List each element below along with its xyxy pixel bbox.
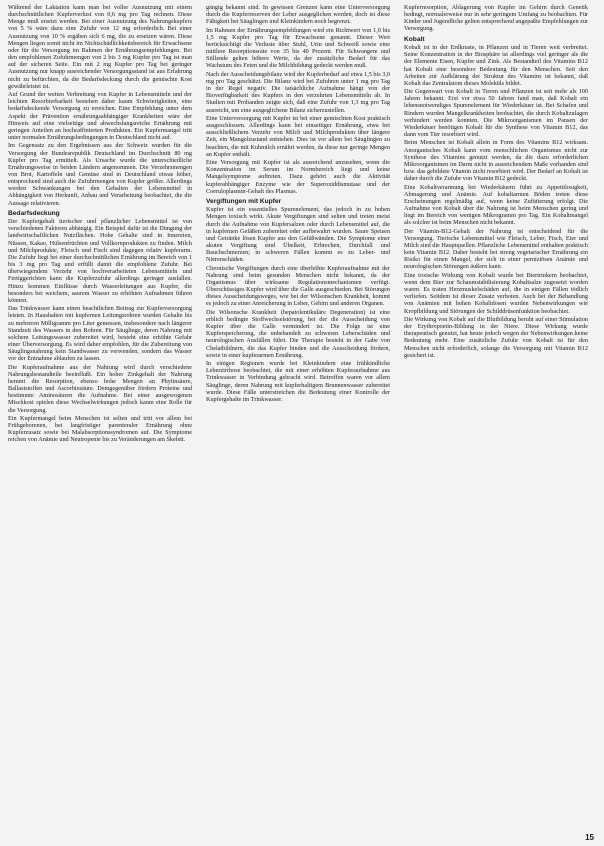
- section-heading: Kobalt: [404, 35, 425, 43]
- paragraph: Ein Kupfermangel beim Menschen ist selten und tritt vor allem bei Frühgeborenen, bei langfristiger parenteraler Ernährung ohne Kupferzusatz sowie bei Malabsorptionssyndromen auf. Die Symptome reichen von Anämie und Neutropenie bis zu Veränderungen am Skelett.: [8, 414, 192, 444]
- paragraph: Eine toxische Wirkung von Kobalt wurde bei Biertrinkern beobachtet, wenn dem Bier zur Schaumstabilisierung Kobaltsalze zugesetzt worden waren. Es traten Herzmuskelschäden auf, die in einigen Fällen tödlich verliefen. Seitdem ist dieser Zusatz verboten. Auch bei der Behandlung von Anämien mit hohen Kobaltdosen wurden Nebenwirkungen wie Kropfbildung und Störungen der Schilddrüsenfunktion beobachtet.: [404, 271, 588, 315]
- paragraph: Die Gegenwart von Kobalt in Tieren und Pflanzen ist seit mehr als 100 Jahren bekannt. Erst vor etwa 50 Jahren fand man, daß Kobalt ein lebensnotwendiges Spurenelement für Wiederkäuer ist. Bei Schafen und Rindern wurden Mangelkrankheiten beobachtet, die durch Kobaltzulagen verhindert werden konnten. Die Mikroorganismen im Pansen der Wiederkäuer benötigen Kobalt für die Synthese von Vitamin B12, das dann vom Tier resorbiert wird.: [404, 88, 588, 139]
- paragraph: Das Trinkwasser kann einen beachtlichen Beitrag zur Kupferversorgung leisten. In Haushalten mit kupfernen Leitungsrohren wurden Gehalte bis zu mehreren Milligramm pro Liter gemessen, insbesondere nach längerer Standzeit des Wassers in den Rohren. Für Säuglinge, deren Nahrung mit solchem Leitungswasser zubereitet wird, besteht eine erhöhte Gefahr einer Überversorgung. Es wird daher empfohlen, für die Zubereitung von Säuglingsnahrung kein Standwasser zu verwenden, sondern das Wasser vor der Entnahme ablaufen zu lassen.: [8, 305, 192, 363]
- paragraph: Die Wilsonsche Krankheit (hepatolentikuläre Degeneration) ist eine erblich bedingte Stoffwechselstörung, bei der die Ausscheidung von Kupfer über die Galle vermindert ist. Die Folge ist eine Kupferspeicherung, die unbehandelt zu schweren Leberschäden und neurologischen Ausfällen führt. Die Therapie besteht in der Gabe von Chelatbildnern, die das Kupfer binden und die Ausscheidung fördern, sowie in einer kupferarmen Ernährung.: [206, 308, 390, 359]
- text-column-2: [206, 4, 390, 836]
- paragraph: Chronische Vergiftungen durch eine überhöhte Kupferaufnahme mit der Nahrung sind beim gesunden Menschen nicht bekannt, da der Organismus über wirksame Regulationsmechanismen verfügt. Überschüssiges Kupfer wird über die Galle ausgeschieden. Bei Störungen dieses Ausscheidungsweges, wie bei der Wilsonschen Krankheit, kommt es jedoch zu einer Anreicherung in Leber, Gehirn und anderen Organen.: [206, 264, 390, 308]
- paragraph: Eine Versorgung mit Kupfer ist als ausreichend anzusehen, wenn die Konzentration im Serum im Normbereich liegt und keine Mangelsymptome auftreten. Dazu gehört auch die Aktivität kupferabhängiger Enzyme wie der Superoxiddismutase und der Coeruloplasmin-Gehalt des Plasmas.: [206, 159, 390, 195]
- paragraph: Eine Kobaltverarmung bei Wiederkäuern führt zu Appetitlosigkeit, Abmagerung und Anämie. Auf kobaltarmen Böden treten diese Erscheinungen regelmäßig auf, wenn keine Zufütterung erfolgt. Die Aufnahme von Kobalt über die Nahrung ist beim Menschen gering und liegt im Bereich von wenigen Mikrogramm pro Tag. Ein Kobaltmangel als solcher ist beim Menschen nicht bekannt.: [404, 183, 588, 227]
- section-heading: Vergiftungen mit Kupfer: [206, 197, 282, 205]
- paragraph: In einigen Regionen wurde bei Kleinkindern eine frühkindliche Leberzirrhose beobachtet, die mit einer erhöhten Kupferaufnahme aus Trinkwasser in Verbindung gebracht wird. Betroffen waren vor allem Säuglinge, deren Nahrung mit kupferhaltigem Brunnenwasser zubereitet wurde. Diese Fälle unterstreichen die Bedeutung einer Kontrolle der Kupfergehalte im Trinkwasser.: [206, 360, 390, 403]
- paragraph: Der Kupfergehalt tierischer und pflanzlicher Lebensmittel ist von verschiedenen Faktoren abhängig. Ein Beispiel dafür ist die Düngung der landwirtschaftlichen Nutzflächen. Hohe Gehalte sind in Innereien, Nüssen, Kakao, Hülsenfrüchten und Vollkornprodukten zu finden. Milch und Milchprodukte, Fleisch und Fisch sind dagegen relativ kupferarm. Die Zufuhr liegt bei einer durchschnittlichen Ernährung im Bereich von 1 bis 3 mg pro Tag und erfüllt damit die empfohlene Zufuhr. Bei überwiegendem Verzehr von hochverarbeiteten Lebensmitteln und Fertiggerichten kann die Kupferzufuhr allerdings geringer ausfallen. Hinzu kommen Einflüsse durch Wasserleitungen aus Kupfer, die besonders bei weichem, saurem Wasser zu erhöhten Aufnahmen führen können.: [8, 218, 192, 304]
- paragraph: gängig bekannt sind. In gewissen Grenzen kann eine Unterversorgung durch die Kupferreserven der Leber ausgeglichen werden, doch ist diese Fähigkeit bei Säuglingen und Kleinkindern noch begrenzt.: [206, 4, 390, 26]
- page-number: 15: [585, 833, 594, 842]
- paragraph: Nach der Ausscheidungsbilanz wird der Kupferbedarf auf etwa 1,5 bis 3,0 mg pro Tag geschätzt. Die Bilanz wird bei Zufuhren unter 1 mg pro Tag in der Regel negativ. Die tatsächliche Aufnahme hängt von der Bioverfügbarkeit des Kupfers in den verzehrten Lebensmitteln ab. In Studien mit Probanden zeigte sich, daß eine Zufuhr von 1,3 mg pro Tag ausreicht, um eine ausgeglichene Bilanz sicherzustellen.: [206, 70, 390, 114]
- paragraph: Beim Menschen ist Kobalt allein in Form des Vitamins B12 wirksam. Anorganisches Kobalt kann vom menschlichen Organismus nicht zur Synthese des Vitamins genutzt werden, da die dazu erforderlichen Mikroorganismen im Darm nicht in ausreichendem Maße vorhanden sind bzw. das gebildete Vitamin nicht resorbiert wird. Der Bedarf an Kobalt ist daher durch die Zufuhr von Vitamin B12 gedeckt.: [404, 139, 588, 183]
- paragraph: Kupferresorption, Ablagerung von Kupfer im Gehirn durch Genetik bedingt, normalerweise nur in sehr geringem Umfang zu beobachten. Für Kinder und Jugendliche gelten entsprechend angepaßte Empfehlungen zur Versorgung.: [404, 4, 588, 33]
- text-column-3: [404, 4, 588, 836]
- paragraph: Die Kupferaufnahme aus der Nahrung wird durch verschiedene Nahrungsbestandteile beeinflußt. Ein hoher Zinkgehalt der Nahrung hemmt die Resorption, ebenso hohe Mengen an Phytinsäure, Ballaststoffen und Ascorbinsäure. Demgegenüber fördern Proteine und bestimmte Aminosäuren die Aufnahme. Bei einer ausgewogenen Mischkost spielen diese Wechselwirkungen jedoch kaum eine Rolle für die Versorgung.: [8, 363, 192, 414]
- paragraph: Im Rahmen der Ernährungsempfehlungen wird ein Richtwert von 1,0 bis 1,5 mg Kupfer pro Tag für Erwachsene genannt. Dieser Wert berücksichtigt die Verluste über Stuhl, Urin und Schweiß sowie eine mittlere Resorptionsrate von 35 bis 40 Prozent. Für Schwangere und Stillende gelten höhere Werte, da der zusätzliche Bedarf für das Wachstum des Feten und die Milchbildung gedeckt werden muß.: [206, 26, 390, 70]
- paragraph: Die Wirkung von Kobalt auf die Blutbildung beruht auf einer Stimulation der Erythropoetin-Bildung in der Niere. Diese Wirkung wurde therapeutisch genutzt, hat heute jedoch wegen der Nebenwirkungen keine Bedeutung mehr. Eine zusätzliche Zufuhr von Kobalt ist für den Menschen nicht erforderlich, solange die Versorgung mit Vitamin B12 gesichert ist.: [404, 315, 588, 359]
- paragraph: Eine Unterversorgung mit Kupfer ist bei einer gemischten Kost praktisch ausgeschlossen. Allerdings kann bei einseitiger Ernährung, etwa bei ausschließlichem Verzehr von Milch und Milchprodukten über längere Zeit, ein Mangelzustand entstehen. Dies ist vor allem bei Säuglingen zu beachten, die mit Kuhmilch ernährt werden, da diese nur geringe Mengen an Kupfer enthält.: [206, 114, 390, 158]
- text-column-1: [8, 4, 192, 836]
- paragraph: Im Gegensatz zu den Ergebnissen aus der Schweiz wurden für die Versorgung der Bundesrepublik Deutschland im Durchschnitt 80 mg Kupfer pro Tag ermittelt. Als Ursache wurde die unterschiedliche Ernährungsweise in beiden Ländern angenommen. Die Verzehrsmengen von Brot, Kartoffeln und Gemüse sind in Deutschland etwas höher, entsprechend sind auch die Zufuhrmengen von Kupfer größer. Allerdings werden Schwankungen bei den Gehalten der Lebensmittel in Abhängigkeit von Herkunft, Anbau und Verarbeitung beobachtet, die die Aussage relativieren.: [8, 142, 192, 207]
- paragraph: Der Vitamin-B12-Gehalt der Nahrung ist entscheidend für die Versorgung. Tierische Lebensmittel wie Fleisch, Leber, Fisch, Eier und Milch sind die Hauptquellen. Pflanzliche Lebensmittel enthalten praktisch kein Vitamin B12. Daher besteht bei streng vegetarischer Ernährung ein Risiko für einen Mangel, der sich in einer perniziösen Anämie und neurologischen Störungen äußern kann.: [404, 227, 588, 271]
- section-heading: Bedarfsdeckung: [8, 209, 60, 217]
- paragraph: Kupfer ist ein essentielles Spurenelement, das jedoch in zu hohen Mengen toxisch wirkt. Akute Vergiftungen sind selten und treten meist durch die Aufnahme von Kupfersalzen oder durch Lebensmittel auf, die in kupfernen Gefäßen zubereitet oder aufbewahrt wurden. Saure Speisen und Getränke lösen Kupfer aus den Gefäßwänden. Die Symptome einer akuten Vergiftung sind Übelkeit, Erbrechen, Durchfall und Bauchschmerzen; in schweren Fällen kommt es zu Leber- und Nierenschäden.: [206, 206, 390, 264]
- paragraph: Während der Laktation kann man bei voller Ausnutzung mit einem durchschnittlichen Kupferverlust von 0,6 mg pro Tag rechnen. Diese Menge muß ersetzt werden. Bei einer Ausnutzung des Nahrungskupfers von 5 % wäre dazu eine Zufuhr von 12 mg erforderlich. Bei einer Ausnutzung von 10 % ergäben sich 6 mg, die zu ersetzen wären. Diese Mengen liegen somit nicht im Nichtschädlichkeitsbereich für Erwachsene oder für die Versorgung im Rahmen der Ernährungsempfehlungen. Bei den empfohlenen Zufuhrmengen von 2 bis 3 mg Kupfer pro Tag ist man auf der sicheren Seite. Ein mit 2 mg Kupfer pro Tag bei geringer Ausnutzung nur knapp ausreichender Versorgungsstand ist aus Erfahrung nicht zu befürchten, da die Bedarfsdeckung durch die gemischte Kost gewährleistet ist.: [8, 4, 192, 90]
- paragraph: Kobalt ist in der Erdkruste, in Pflanzen und in Tieren weit verbreitet. Seine Konzentration in der Biosphäre ist allerdings viel geringer als die der Elemente Eisen, Kupfer und Zink. Als Bestandteil des Vitamins B12 hat Kobalt eine besondere Bedeutung für den Menschen. Seit den Arbeiten zur Aufklärung der Struktur des Vitamins ist bekannt, daß Kobalt das Zentralatom dieses Moleküls bildet.: [404, 44, 588, 87]
- paragraph: Auf Grund der weiten Verbreitung von Kupfer in Lebensmitteln und der leichten Resorbierbarkeit bestehen daher kaum Schwierigkeiten, eine bedarfsdeckende Versorgung zu erreichen. Eine Empfehlung unter dem Aspekt der Prävention ernährungsabhängiger Krankheiten wäre der Hinweis auf eine vielseitige und abwechslungsreiche Ernährung mit geringen Anteilen an hochraffinierten Produkten. Ein Kupfermangel tritt unter normalen Ernährungsbedingungen in Deutschland nicht auf.: [8, 91, 192, 141]
